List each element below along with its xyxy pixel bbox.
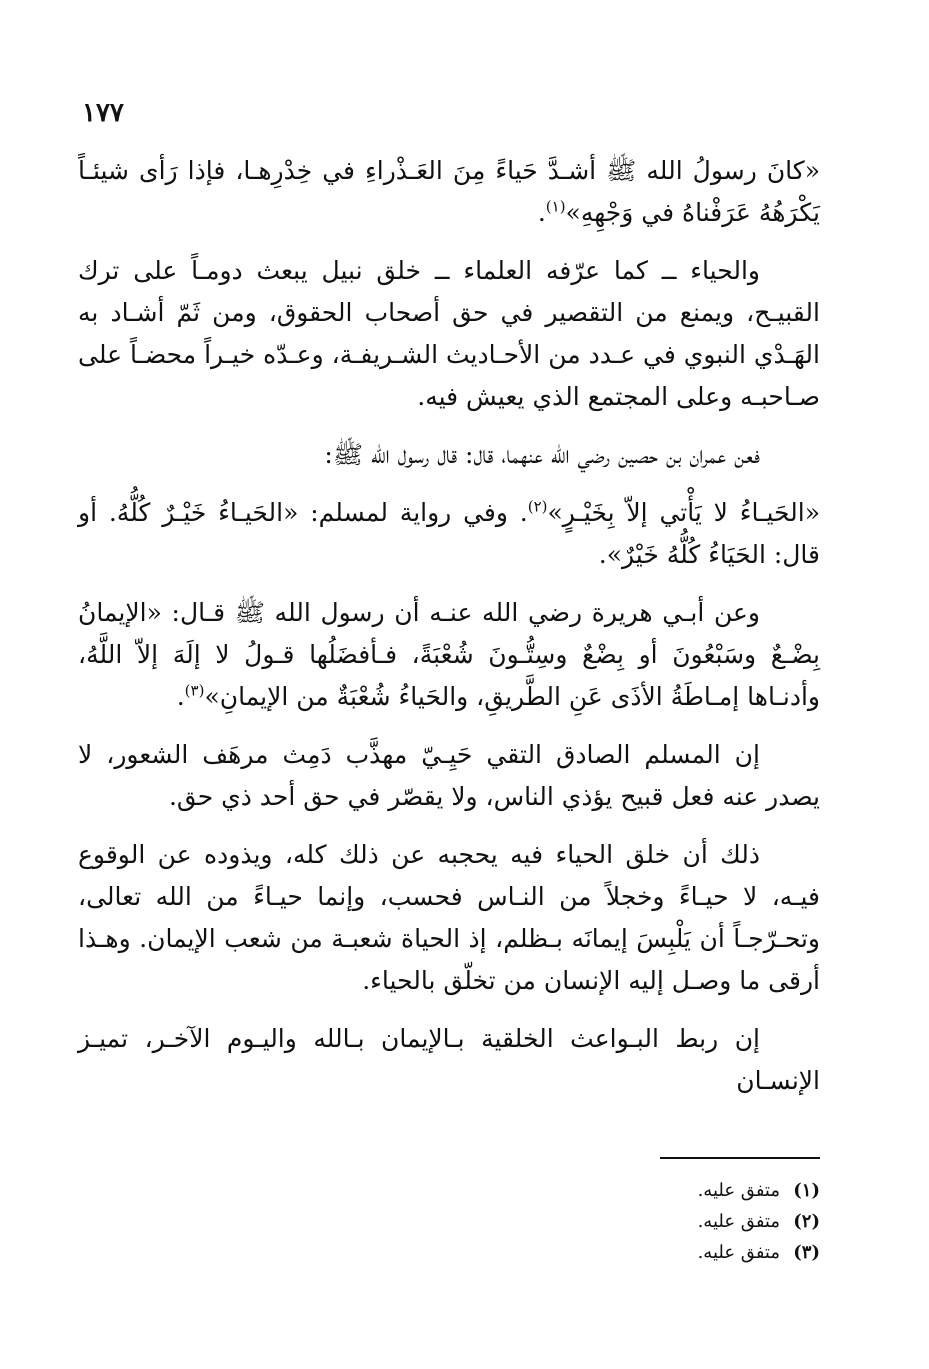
footnote-1 [600,1175,820,1206]
body-paragraph-muslim-character [78,734,820,818]
body-paragraph-modesty-faith [78,834,820,1002]
footnote-2 [600,1206,820,1237]
footnote-3 [600,1237,820,1268]
paragraph-end: . وفي رواية لمسلم: «الحَيـاءُ خَيْـرٌ كُلُّهُ. أو قال: الحَيَاءُ كُلُّهُ خَيْرٌ». [78,498,820,569]
footnote-text: متفق عليه. [697,1242,780,1263]
paragraph-end: . [176,682,185,711]
hadith-paragraph-3 [78,592,820,718]
page-number: ١٧٧ [82,98,124,128]
footnote-text: متفق عليه. [697,1211,780,1232]
paragraph-text: إن المسلم الصادق التقي حَيِـيّ مهذَّب دَمِث مرهَف الشعور، لا يصدر عنه فعل قبيح يؤذي الناس، ولا يقصّر في حق أحد ذي حق. [78,740,820,811]
body-paragraph-modesty-definition [78,250,820,418]
paragraph-end: . [537,198,546,227]
footnote-number: (٢) [793,1211,820,1232]
footnote-marker-3: (٣) [184,681,205,700]
paragraph-text: وعن أبـي هريرة رضي الله عنـه أن رسول الله ﷺ قـال: «الإيمانُ بِضْـعٌ وسَبْعُونَ أو بِضْعٌ وسِتُّـونَ شُعْبَةً، فـأفضَلُها قـولُ لا إلَهَ إلاّ اللَّهُ، وأدنـاها إمـاطَةُ الأذَى عَنِ الطَّريقِ، والحَياءُ شُعْبَةٌ من الإيمانِ» [78,598,820,711]
paragraph-text: ذلك أن خلق الحياء فيه يحجبه عن ذلك كله، ويذوده عن الوقوع فيـه، لا حيـاءً وخجلاً من النـاس فحسب، وإنما حيـاءً من الله تعالى، وتحـرّجـاً أن يَلْبِسَ إيمانَه بـظلم، إذ الحياة شعبـة من شعب الإيمان. وهـذا أرقى ما وصـل إليه الإنسان من تخلّق بالحياء. [78,840,820,995]
paragraph-text: «كانَ رسولُ الله ﷺ أشـدَّ حَياءً مِنَ العَـذْراءِ في خِدْرِهـا، فإذا رَأى شيئـاً يَكْرَهُهُ عَرَفْناهُ في وَجْهِهِ» [78,156,820,227]
paragraph-text: والحياء ــ كما عرّفه العلماء ــ خلق نبيل يبعث دومـاً على ترك القبيـح، ويمنع من التقصير في حق أصحاب الحقوق، ومن ثَمّ أشـاد به الهَـدْي النبوي في عـدد من الأحـاديث الشـريفـة، وعـدّه خيـراً محضـاً على صـاحبـه وعلى المجتمع الذي يعيش فيه. [78,256,820,411]
footnote-number: (١) [793,1180,820,1201]
paragraph-text: «الحَيـاءُ لا يَأْتي إلاّ بِخَيْـرٍ» [547,498,820,527]
footnote-number: (٣) [793,1242,820,1263]
footnote-text: متفق عليه. [697,1180,780,1201]
footnote-divider [660,1157,820,1159]
hadith-paragraph-2 [78,492,820,576]
body-paragraph-moral-motives [78,1018,820,1102]
footnotes [600,1175,820,1268]
paragraph-text: إن ربط البـواعث الخلقية بـالإيمان بـالله واليـوم الآخـر، تميـز الإنسـان [78,1024,820,1095]
footnote-marker-2: (٢) [527,497,548,516]
footnote-marker-1: (١) [545,197,566,216]
page-body [78,150,820,1118]
hadith-paragraph-1 [78,150,820,234]
paragraph-text: فعن عمران بن حصين رضي الله عنهما، قال: قال رسول الله ﷺ: [324,440,760,469]
body-paragraph-imran-narration [78,434,820,476]
